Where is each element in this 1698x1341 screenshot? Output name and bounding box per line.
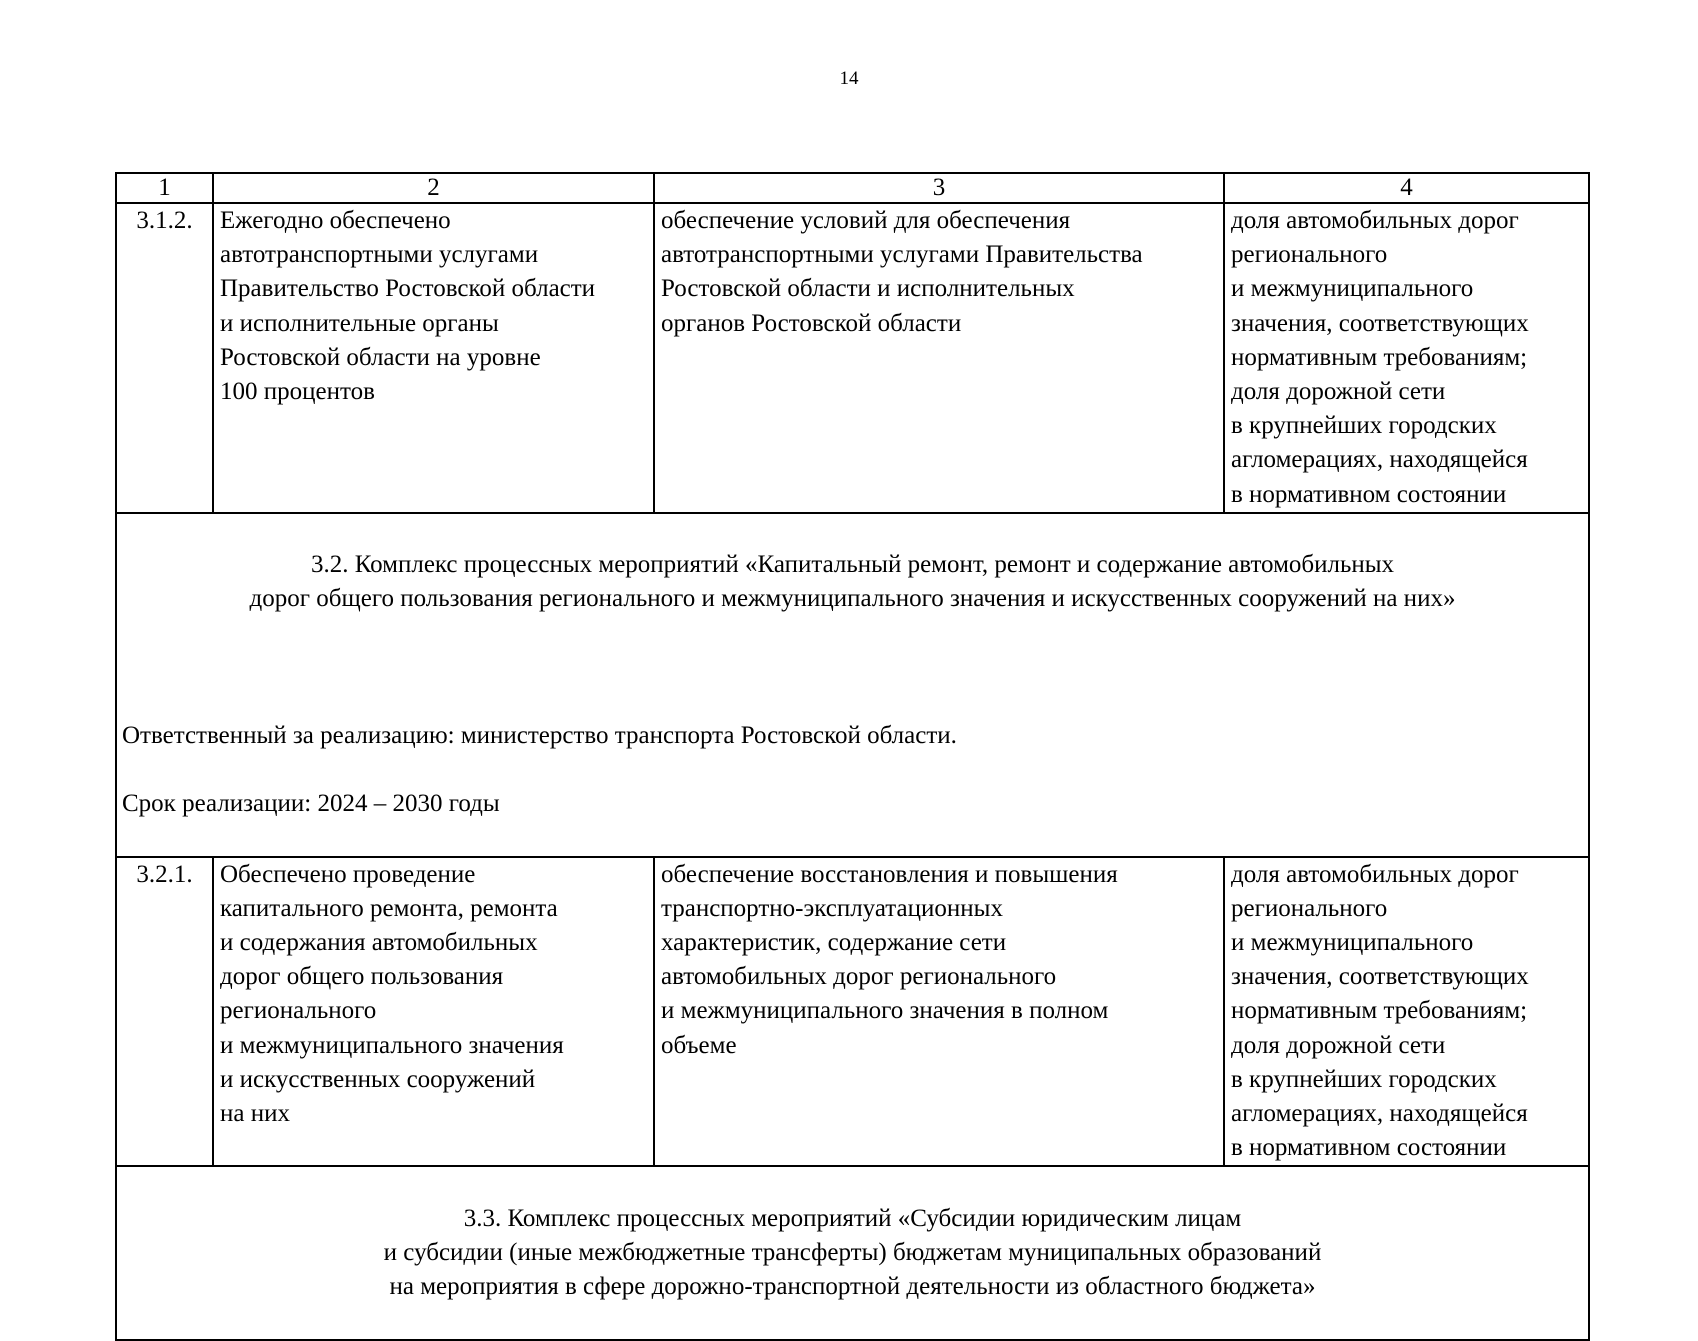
responsible-text: Ответственный за реализацию: министерство транспорта Ростовской области. <box>122 721 957 749</box>
table-header-row <box>116 173 1589 203</box>
task-cell: Ежегодно обеспечено автотранспортными услугами Правительство Ростовской области и исполнительные органы Ростовской области на уровне 100 процентов <box>213 203 654 513</box>
table-row <box>116 203 1589 513</box>
column-header-3: 3 <box>654 173 1224 203</box>
effect-cell: обеспечение условий для обеспечения автотранспортными услугами Правительства Ростовской области и исполнительных органов Ростовской области <box>654 203 1224 513</box>
row-number: 3.2.1. <box>116 857 213 1167</box>
column-header-2: 2 <box>213 173 654 203</box>
effect-cell: обеспечение восстановления и повышения транспортно-эксплуатационных характеристик, содержание сети автомобильных дорог регионального и межмуниципального значения в полном объеме <box>654 857 1224 1167</box>
page-number: 14 <box>839 68 859 89</box>
column-header-1: 1 <box>116 173 213 203</box>
indicator-cell: доля автомобильных дорог регионального и межмуниципального значения, соответствующих нормативным требованиям; доля дорожной сети в крупнейших городских агломерациях, находящейся в нормативном состоянии <box>1224 203 1589 513</box>
section-cell-3-3 <box>116 1166 1589 1339</box>
indicator-cell: доля автомобильных дорог регионального и межмуниципального значения, соответствующих нормативным требованиям; доля дорожной сети в крупнейших городских агломерациях, находящейся в нормативном состоянии <box>1224 857 1589 1167</box>
row-number: 3.1.2. <box>116 203 213 513</box>
measures-table <box>115 172 1590 1341</box>
task-cell: Обеспечено проведение капитального ремонта, ремонта и содержания автомобильных дорог общего пользования регионального и межмуниципального значения и искусственных сооружений на них <box>213 857 654 1167</box>
section-title: 3.2. Комплекс процессных мероприятий «Капитальный ремонт, ремонт и содержание автомобильных дорог общего пользования регионального и межмуниципального значения и искусственных сооружений на них» <box>249 551 1456 613</box>
section-cell-3-2 <box>116 513 1589 857</box>
period-text: Срок реализации: 2024 – 2030 годы <box>122 790 500 818</box>
section-row <box>116 513 1589 857</box>
section-spacer <box>122 651 1583 685</box>
section-row <box>116 1166 1589 1339</box>
section-title: 3.3. Комплекс процессных мероприятий «Субсидии юридическим лицам и субсидии (иные межбюджетные трансферты) бюджетам муниципальных образований на мероприятия в сфере дорожно-транспортной деятельности из областного бюджета» <box>383 1204 1322 1301</box>
table-row <box>116 857 1589 1167</box>
column-header-4: 4 <box>1224 173 1589 203</box>
